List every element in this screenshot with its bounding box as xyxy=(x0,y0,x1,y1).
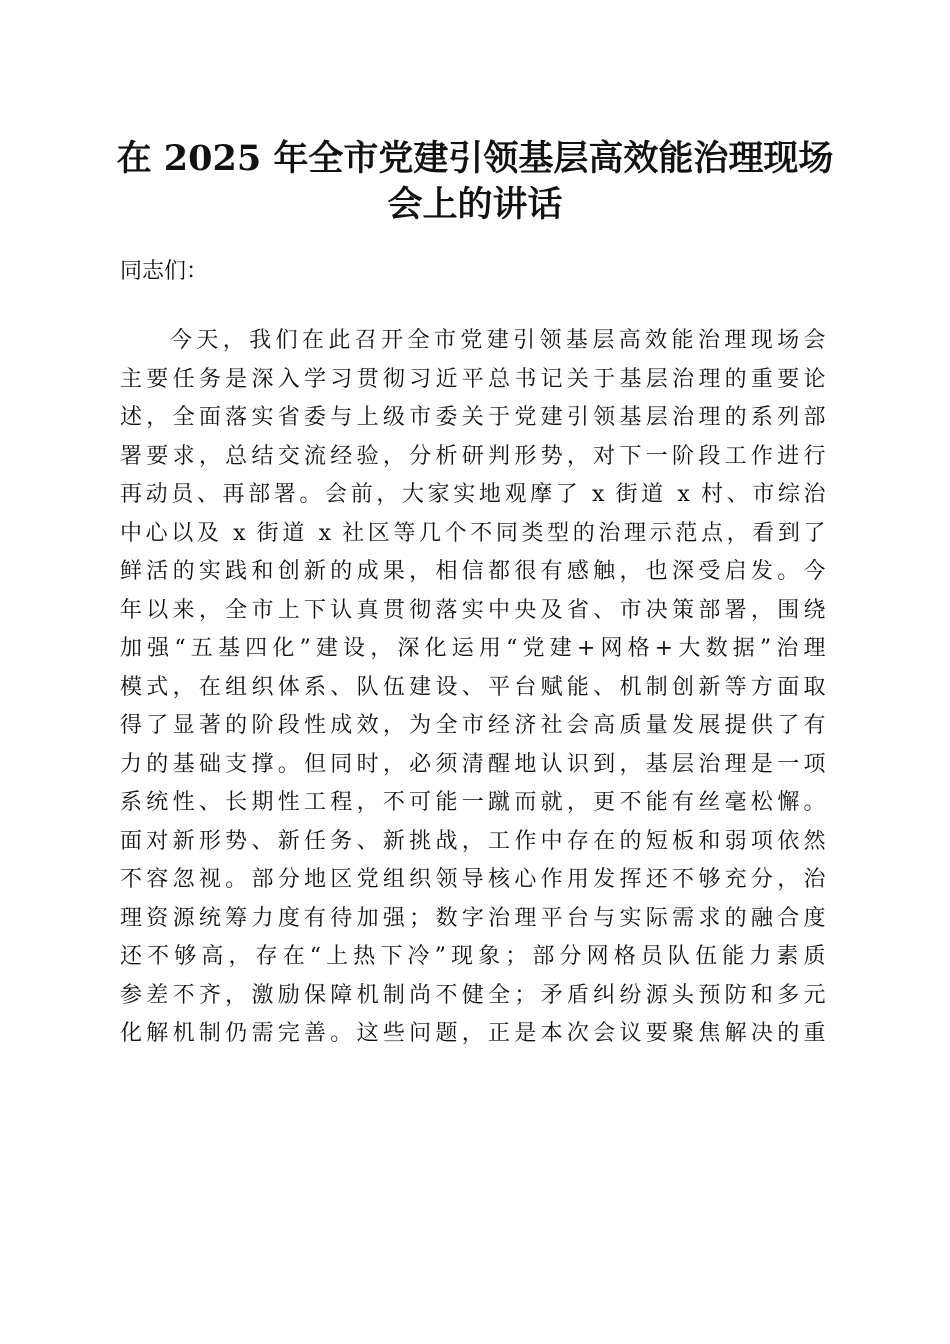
paragraph-line: 不容忽视。部分地区党组织领导核心作用发挥还不够充分，治 xyxy=(120,867,826,892)
paragraph-line: 加强“五基四化”建设，深化运用“党建+网格+大数据”治理 xyxy=(120,636,826,661)
paragraph-line: 理资源统筹力度有待加强；数字治理平台与实际需求的融合度 xyxy=(120,905,826,931)
paragraph-line: 参差不齐，激励保障机制尚不健全；矛盾纠纷源头预防和多元 xyxy=(120,982,826,1008)
document-title xyxy=(110,136,840,228)
paragraph-line: 鲜活的实践和创新的成果，相信都很有感触，也深受启发。今 xyxy=(120,559,826,584)
speech-paragraph xyxy=(120,322,826,1054)
paragraph-line: 还不够高，存在“上热下冷”现象；部分网格员队伍能力素质 xyxy=(120,944,826,969)
paragraph-line: 今天，我们在此召开全市党建引领基层高效能治理现场会 xyxy=(170,328,826,353)
paragraph-line: 系统性、长期性工程，不可能一蹴而就，更不能有丝毫松懈。 xyxy=(120,790,826,815)
paragraph-line: 署要求，总结交流经验，分析研判形势，对下一阶段工作进行 xyxy=(120,443,826,469)
paragraph-line: 再动员、再部署。会前，大家实地观摩了 x 街道 x 村、市综治 xyxy=(120,482,826,507)
paragraph-line: 述，全面落实省委与上级市委关于党建引领基层治理的系列部 xyxy=(120,405,826,430)
salutation: 同志们： xyxy=(120,259,209,284)
paragraph-line: 主要任务是深入学习贯彻习近平总书记关于基层治理的重要论 xyxy=(120,366,826,392)
paragraph-line: 化解机制仍需完善。这些问题，正是本次会议要聚焦解决的重 xyxy=(120,1021,826,1046)
paragraph-line: 中心以及 x 街道 x 社区等几个不同类型的治理示范点，看到了 xyxy=(120,520,826,546)
paragraph-line: 模式，在组织体系、队伍建设、平台赋能、机制创新等方面取 xyxy=(120,674,826,700)
paragraph-line: 年以来，全市上下认真贯彻落实中央及省、市决策部署，围绕 xyxy=(120,597,826,623)
paragraph-line: 得了显著的阶段性成效，为全市经济社会高质量发展提供了有 xyxy=(120,713,826,738)
title-line-2: 会上的讲话 xyxy=(387,184,563,225)
paragraph-line: 面对新形势、新任务、新挑战，工作中存在的短板和弱项依然 xyxy=(120,828,826,854)
title-line-1: 在 2025 年全市党建引领基层高效能治理现场 xyxy=(116,138,834,179)
paragraph-line: 力的基础支撑。但同时，必须清醒地认识到，基层治理是一项 xyxy=(120,751,826,777)
